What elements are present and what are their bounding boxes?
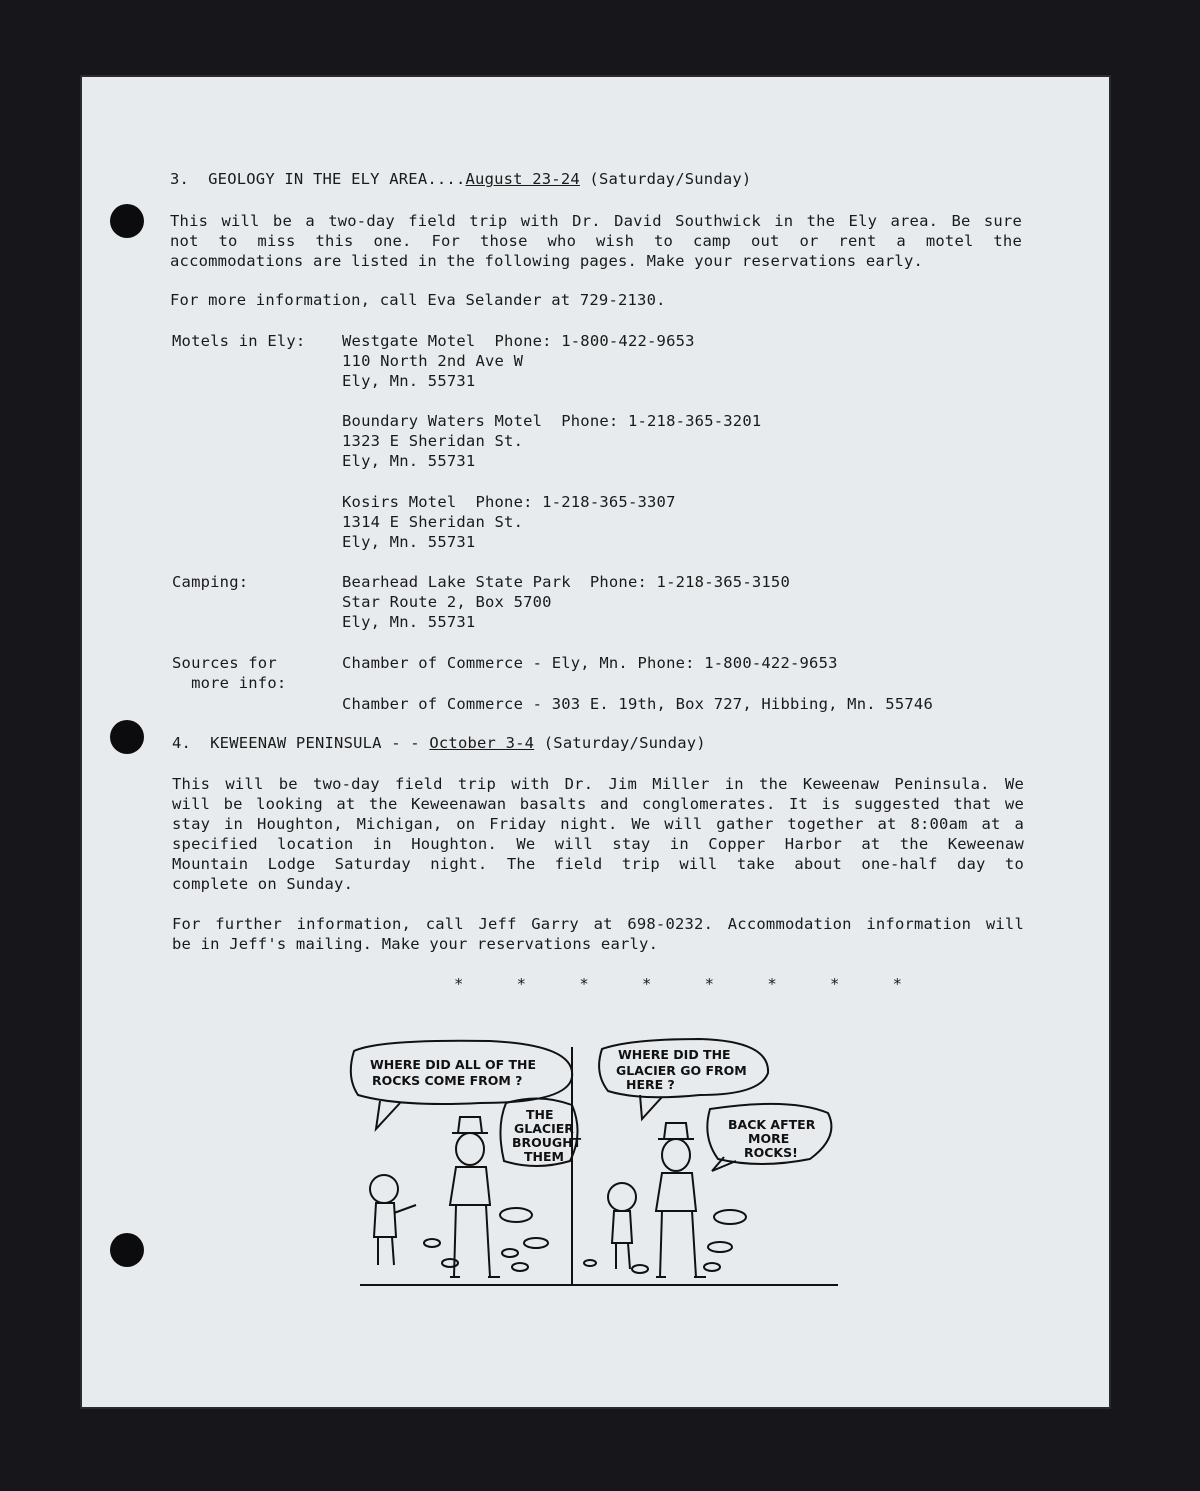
bubble-text: THE [526, 1107, 554, 1122]
camping-bearhead: Bearhead Lake State Park Phone: 1-218-365-3150 Star Route 2, Box 5700 Ely, Mn. 55731 [342, 573, 790, 631]
bubble-text: WHERE DID ALL OF THE [370, 1057, 537, 1072]
paragraph-line: This will be a two-day field trip with Dr. David Southwick in the Ely area. Be sure [170, 212, 1022, 230]
bubble-text: ROCKS! [744, 1145, 798, 1160]
motel-westgate: Westgate Motel Phone: 1-800-422-9653 110 North 2nd Ave W Ely, Mn. 55731 [342, 332, 695, 390]
bubble-text: MORE [748, 1131, 790, 1146]
source-ely: Chamber of Commerce - Ely, Mn. Phone: 1-800-422-9653 [342, 654, 838, 672]
motel-boundary-waters: Boundary Waters Motel Phone: 1-218-365-3201 1323 E Sheridan St. Ely, Mn. 55731 [342, 412, 762, 470]
paragraph-line: will be looking at the Keweenawan basalts and conglomerates. It is suggested that we [172, 795, 1024, 813]
bubble-text: BACK AFTER [728, 1117, 816, 1132]
bubble-text: THEM [524, 1149, 564, 1164]
geologist-figure [656, 1123, 706, 1277]
bubble-tail [712, 1157, 736, 1171]
paragraph-line: For further information, call Jeff Garry at 698-0232. Accommodation information will [172, 915, 1024, 933]
section3-heading [170, 169, 751, 189]
paragraph-line: accommodations are listed in the following pages. Make your reservations early. [170, 252, 924, 270]
section4-contact [172, 914, 1024, 954]
document-page [82, 77, 1109, 1407]
section4-paragraph [172, 774, 1024, 894]
motels-label: Motels in Ely: [172, 332, 306, 350]
punch-hole [110, 720, 144, 754]
boy-figure [608, 1183, 636, 1269]
punch-hole [110, 1233, 144, 1267]
section3-info: For more information, call Eva Selander at 729-2130. [170, 291, 666, 309]
geologist-figure [450, 1117, 500, 1277]
bubble-text: WHERE DID THE [618, 1047, 731, 1062]
section4-days: (Saturday/Sunday) [534, 734, 706, 752]
section4-date: October 3-4 [429, 734, 535, 752]
source-hibbing: Chamber of Commerce - 303 E. 19th, Box 727, Hibbing, Mn. 55746 [342, 695, 933, 713]
bubble-tail [640, 1095, 662, 1119]
bubble-text: GLACIER GO FROM [616, 1063, 747, 1078]
bubble-text: GLACIER [514, 1121, 574, 1136]
paragraph-line: be in Jeff's mailing. Make your reservations early. [172, 935, 659, 953]
glacier-cartoon [340, 1037, 840, 1287]
section4-title: 4. KEWEENAW PENINSULA - - [172, 734, 430, 752]
bubble-text: HERE ? [626, 1077, 675, 1092]
section3-days: (Saturday/Sunday) [579, 170, 752, 188]
punch-hole [110, 204, 144, 238]
section3-date: August 23-24 [465, 170, 580, 188]
section3-title: 3. GEOLOGY IN THE ELY AREA.... [170, 170, 466, 188]
paragraph-line: complete on Sunday. [172, 875, 354, 893]
separator-asterisks: * * * * * * * * [454, 975, 924, 993]
paragraph-line: This will be two-day field trip with Dr. Jim Miller in the Keweenaw Peninsula. We [172, 775, 1024, 793]
paragraph-line: not to miss this one. For those who wish to camp out or rent a motel the [170, 232, 1022, 250]
paragraph-line: Mountain Lodge Saturday night. The field trip will take about one-half day to [172, 855, 1024, 873]
paragraph-line: specified location in Houghton. We will stay in Copper Harbor at the Keweenaw [172, 835, 1024, 853]
section4-heading [172, 733, 706, 753]
bubble-text: BROUGHT [512, 1135, 582, 1150]
camping-label: Camping: [172, 573, 249, 591]
motel-kosirs: Kosirs Motel Phone: 1-218-365-3307 1314 E Sheridan St. Ely, Mn. 55731 [342, 493, 676, 551]
bubble-text: ROCKS COME FROM ? [372, 1073, 523, 1088]
section3-paragraph [170, 211, 1022, 271]
paragraph-line: stay in Houghton, Michigan, on Friday night. We will gather together at 8:00am at a [172, 815, 1024, 833]
boy-figure [370, 1175, 416, 1265]
bubble-tail [376, 1101, 400, 1129]
sources-label: Sources for more info: [172, 654, 287, 692]
